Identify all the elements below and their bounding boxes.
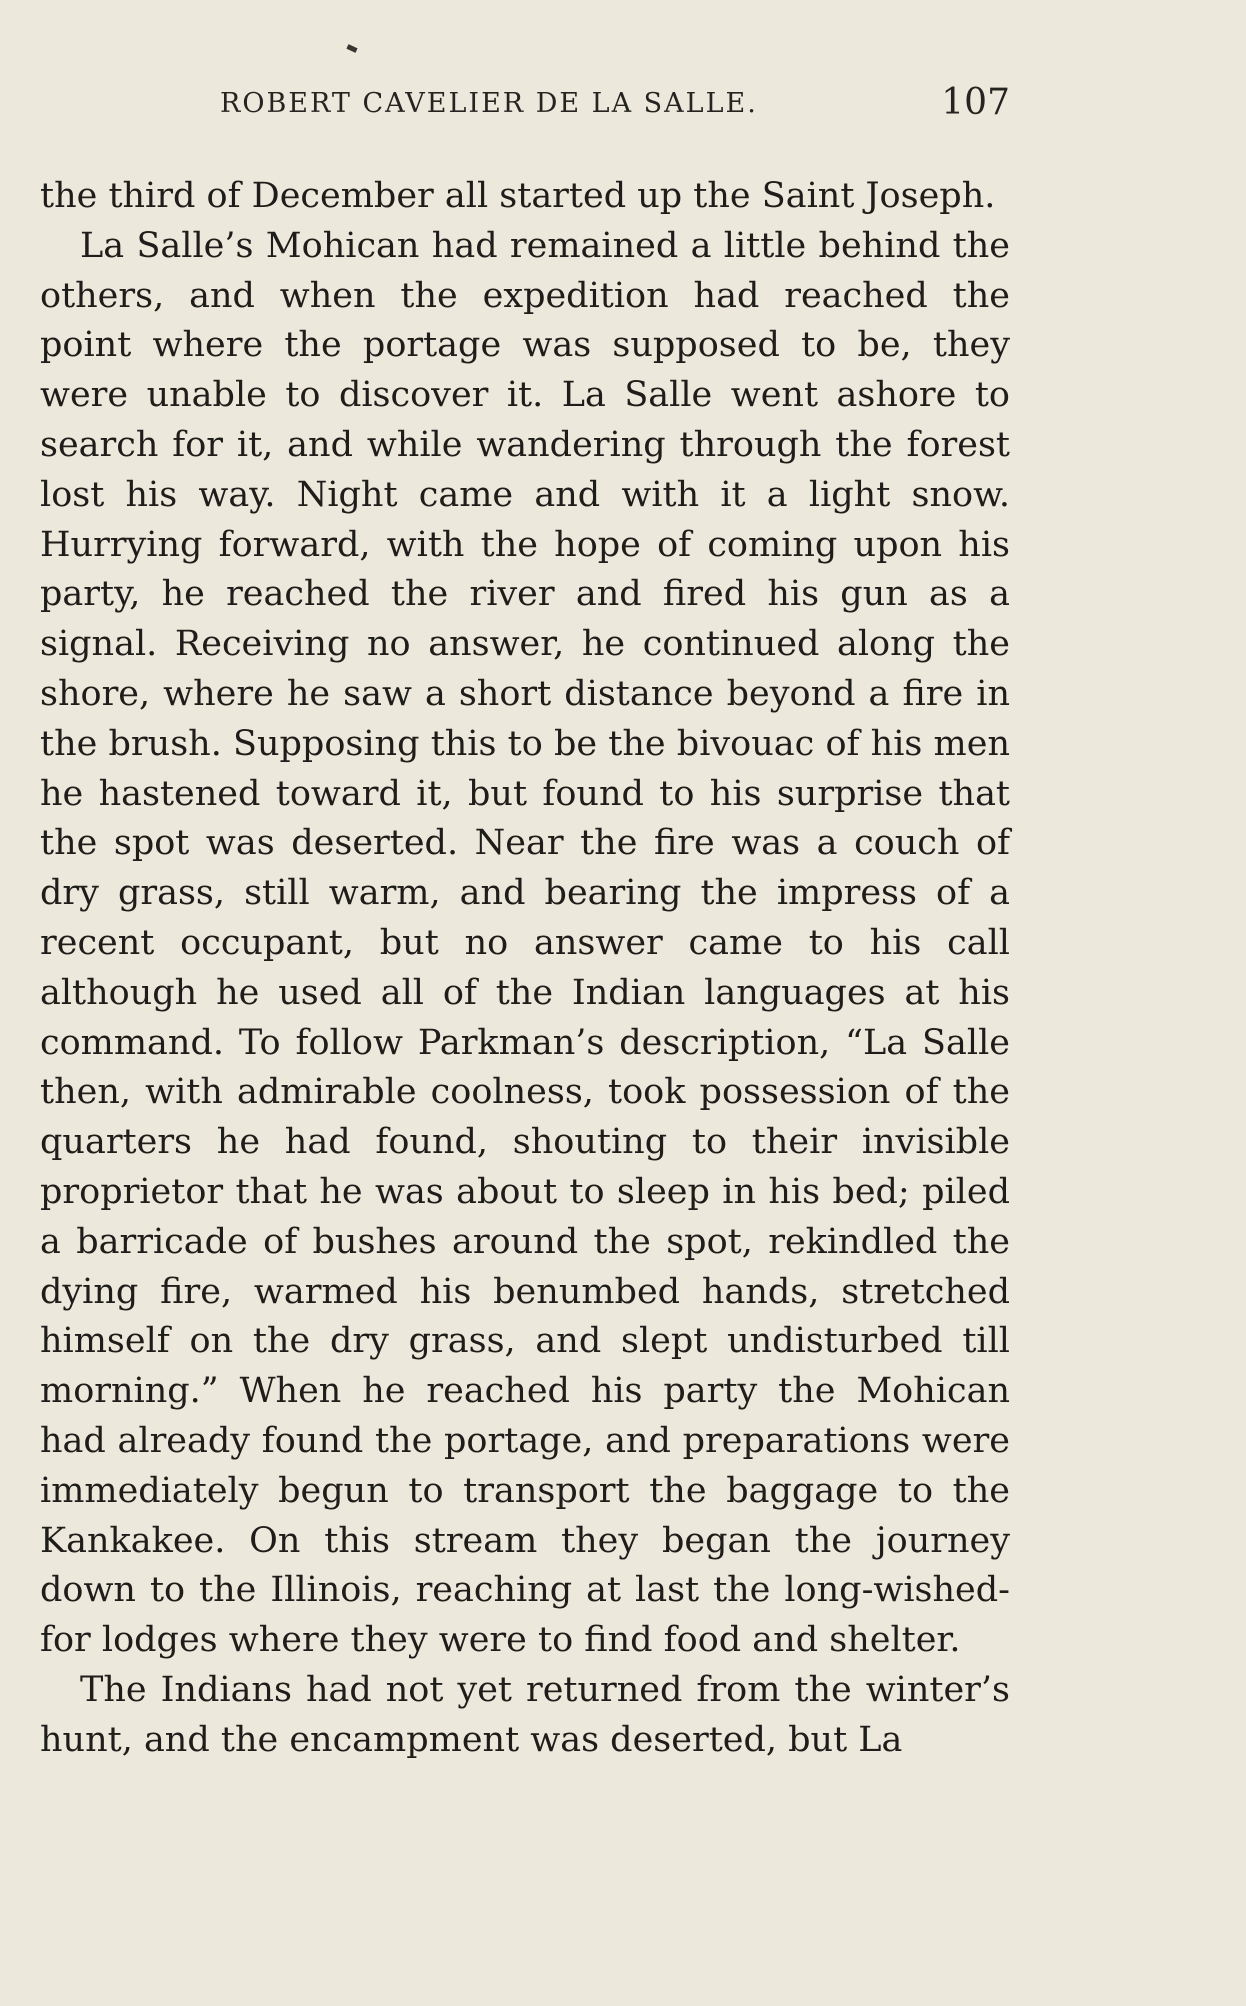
paragraph-mohican: La Salle’s Mohican had remained a little behind the others, and when the expedition had reached the point where the portage was supposed to be, they were unable to discover it. La Salle went ashore to search for it, and while wandering through the forest lost his way. Night came and with it a light snow. Hurrying forward, with the hope of coming upon his party, he reached the river and fired his gun as a signal. Receiving no answer, he continued along the shore, where he saw a short distance beyond a fire in the brush. Supposing this to be the bivouac of his men he hastened toward it, but found to his surprise that the spot was deserted. Near the fire was a couch of dry grass, still warm, and bearing the impress of a recent occupant, but no answer came to his call although he used all of the Indian languages at his command. To follow Parkman’s description, “La Salle then, with admirable coolness, took possession of the quarters he had found, shouting to their invisible proprietor that he was about to sleep in his bed; piled a barricade of bushes around the spot, rekindled the dying fire, warmed his benumbed hands, stretched himself on the dry grass, and slept undisturbed till morning.” When he reached his party the Mohican had already found the portage, and preparations were immediately begun to transport the baggage to the Kankakee. On this stream they began the journey down to the Illinois, reaching at last the long-wished-for lodges where they were to find food and shelter. — [40, 225, 1010, 1661]
paragraph-indians: The Indians had not yet returned from the winter’s hunt, and the encampment was deserted, but La — [40, 1669, 1010, 1760]
paragraph-continuation: the third of December all started up the Saint Joseph. — [40, 176, 996, 216]
page-number: 107 — [941, 82, 1010, 123]
running-head: ROBERT CAVELIER DE LA SALLE. — [220, 88, 758, 119]
ink-mark — [346, 44, 357, 53]
page-header — [40, 82, 1010, 128]
body-text — [40, 172, 1010, 1766]
